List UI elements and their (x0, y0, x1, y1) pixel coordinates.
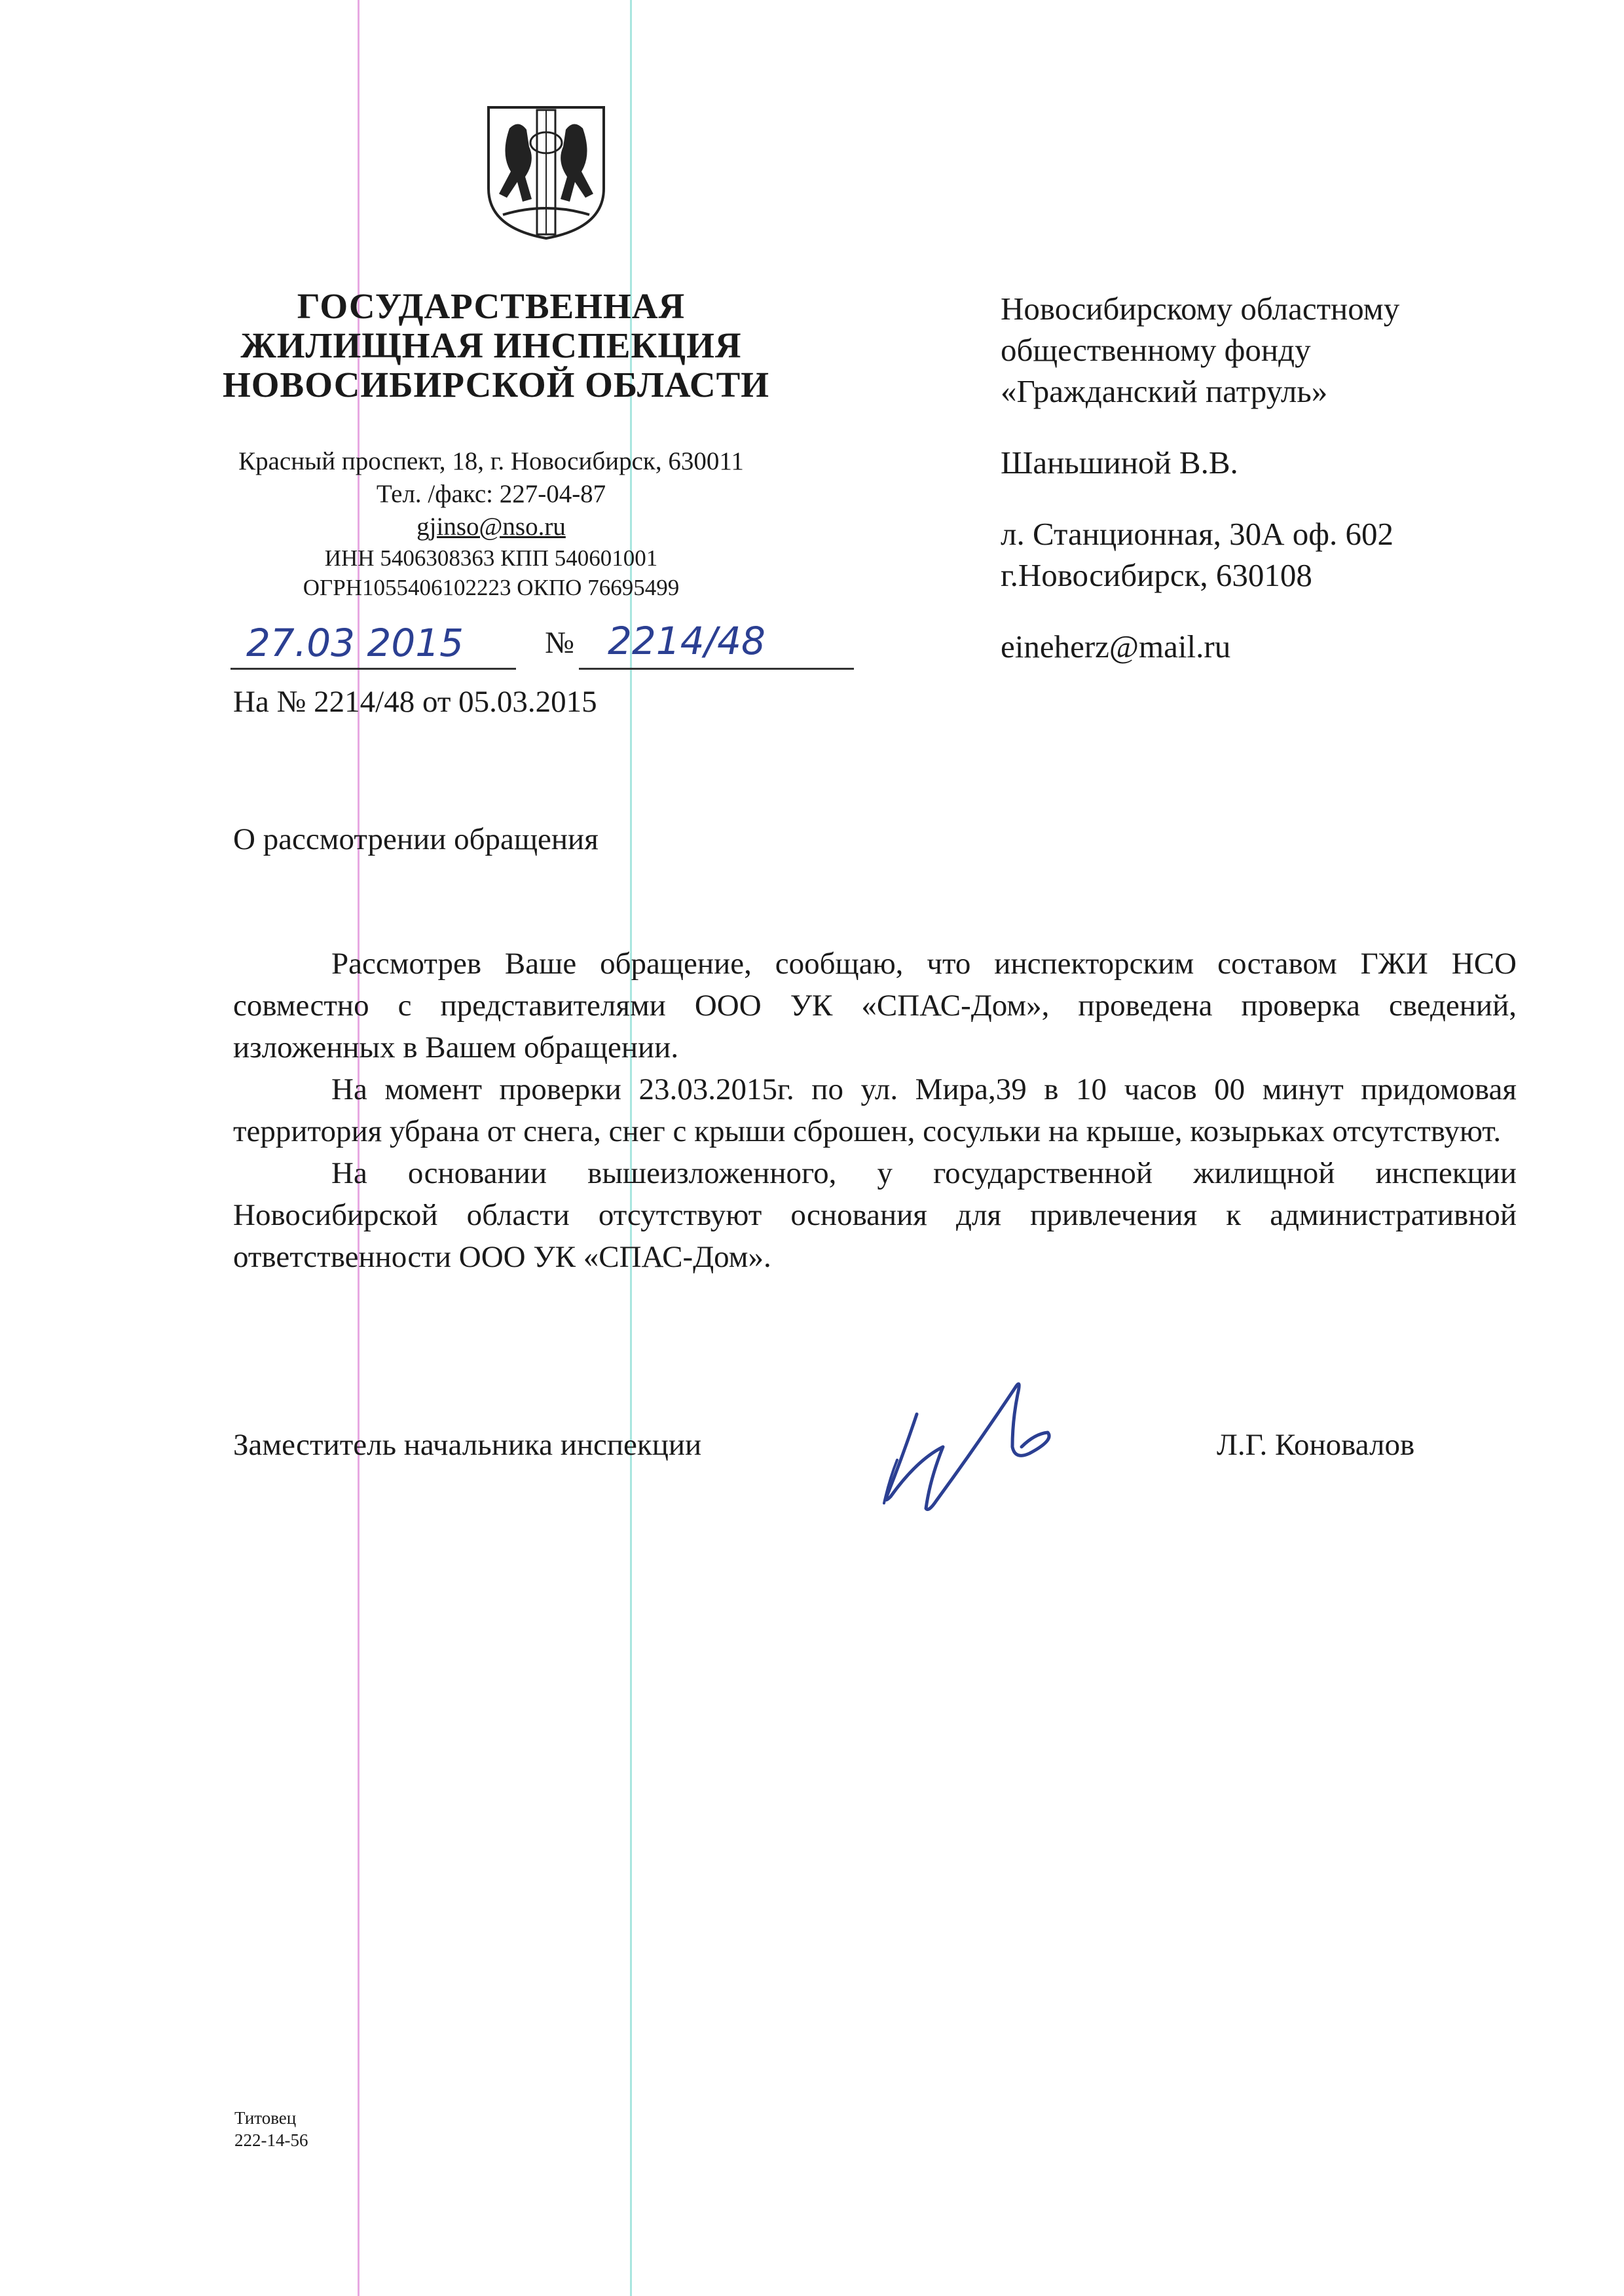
addressee-address-line: л. Станционная, 30А оф. 602 (1001, 516, 1394, 552)
body-paragraph: На момент проверки 23.03.2015г. по ул. Мира,39 в 10 часов 00 минут придомовая территория убрана от снега, снег с крыши сброшен, сосульки на крыше, козырьках отсутствуют. (233, 1072, 1517, 1148)
organization-name (223, 286, 770, 405)
body-paragraph: На основании вышеизложенного, у государственной жилищной инспекции Новосибирской области отсутствуют основания для привлечения к административной ответственности ООО УК «СПАС-Дом». (233, 1156, 1517, 1274)
handwritten-number: 2214/48 (608, 619, 766, 663)
handwritten-signature-icon (858, 1349, 1133, 1558)
reference-number: На № 2214/48 от 05.03.2015 (233, 685, 597, 719)
body-paragraph: Рассмотрев Ваше обращение, сообщаю, что инспекторским составом ГЖИ НСО совместно с представителями ООО УК «СПАС-Дом», проведена проверка сведений, изложенных в Вашем обращении. (233, 947, 1517, 1065)
org-ogrn-okpo: ОГРН1055406102223 ОКПО 76695499 (303, 575, 680, 600)
addressee-address-line: г.Новосибирск, 630108 (1001, 557, 1312, 593)
addressee-org-line: Новосибирскому областному (1001, 291, 1400, 327)
addressee-email: eineherz@mail.ru (1001, 629, 1231, 665)
organization-contacts (196, 445, 786, 602)
org-name-line: НОВОСИБИРСКОЙ ОБЛАСТИ (223, 365, 770, 405)
executor-phone: 222-14-56 (234, 2130, 308, 2150)
org-inn-kpp: ИНН 5406308363 КПП 540601001 (324, 545, 658, 571)
number-underline (579, 668, 854, 670)
letter-body (233, 943, 1517, 1278)
executor-name: Титовец (234, 2108, 297, 2128)
org-name-line: ЖИЛИЩНАЯ ИНСПЕКЦИЯ (240, 325, 742, 365)
executor-block (234, 2107, 308, 2151)
date-underline (231, 668, 516, 670)
org-address: Красный проспект, 18, г. Новосибирск, 630011 (238, 447, 744, 475)
addressee-org-line: «Гражданский патруль» (1001, 373, 1328, 409)
signatory-position: Заместитель начальника инспекции (233, 1428, 702, 1462)
handwritten-date: 27.03 2015 (246, 621, 464, 665)
coat-of-arms-icon (483, 103, 609, 241)
number-sign: № (545, 626, 574, 660)
letter-subject: О рассмотрении обращения (233, 822, 599, 856)
org-phone: Тел. /факс: 227-04-87 (376, 480, 606, 508)
org-email-link[interactable]: gjinso@nso.ru (416, 513, 566, 541)
addressee-org-line: общественному фонду (1001, 332, 1311, 368)
org-name-line: ГОСУДАРСТВЕННАЯ (297, 286, 686, 326)
addressee-block (1001, 288, 1399, 667)
addressee-person: Шаньшиной В.В. (1001, 445, 1238, 481)
signatory-name: Л.Г. Коновалов (1217, 1428, 1415, 1462)
